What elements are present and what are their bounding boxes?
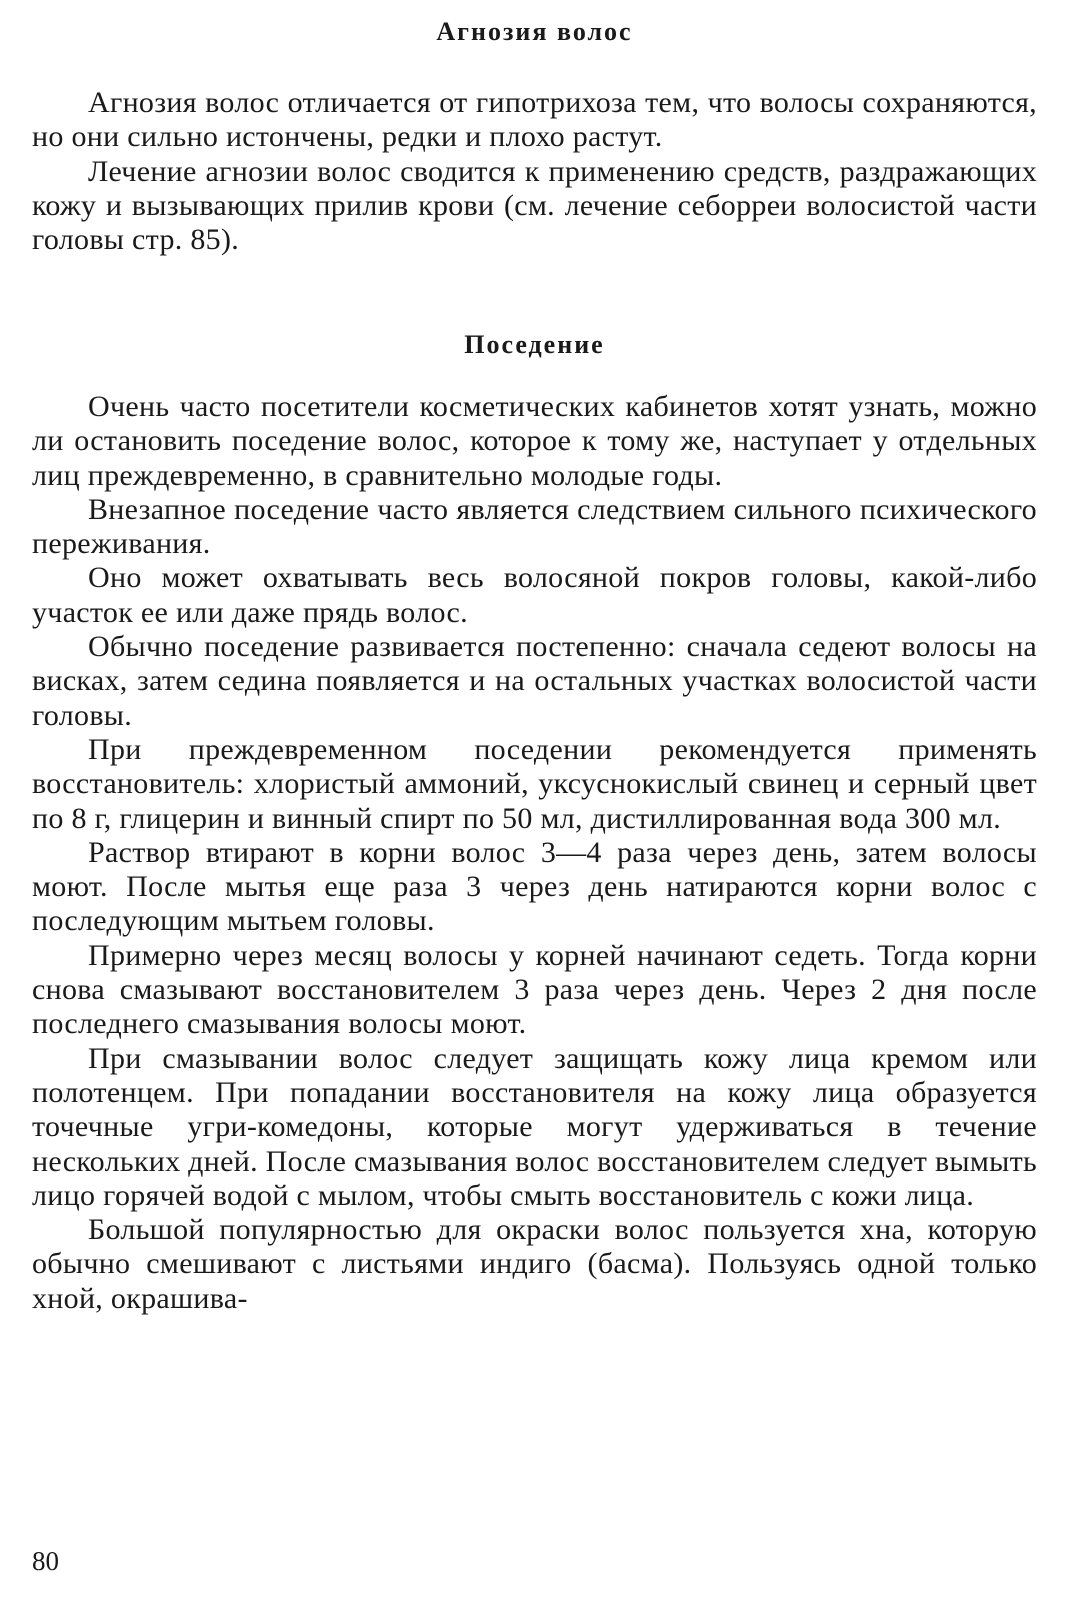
section-heading-graying: Поседение <box>464 330 605 359</box>
paragraph: Очень часто посетители косметических кабинетов хотят узнать, можно ли остановить поседение волос, которое к тому же, наступает у отдельных лиц преждевременно, в сравнительно молодые годы. <box>32 390 1037 492</box>
page-number: 80 <box>32 1546 59 1576</box>
paragraph: Оно может охватывать весь волосяной покров головы, какой-либо участок ее или даже прядь волос. <box>32 561 1037 629</box>
book-page <box>32 0 1037 1600</box>
paragraph: При смазывании волос следует защищать кожу лица кремом или полотенцем. При попадании восстановителя на кожу лица образуется точечные угри-комедоны, которые могут удерживаться в течение нескольких дней. После смазывания волос восстановителем следует вымыть лицо горячей водой с мылом, чтобы смыть восстановитель с кожи лица. <box>32 1041 1037 1212</box>
section-hair-agnosia <box>32 86 1037 257</box>
paragraph: Внезапное поседение часто является следствием сильного психического переживания. <box>32 492 1037 561</box>
paragraph: Лечение агнозии волос сводится к применению средств, раздражающих кожу и вызывающих прилив крови (см. лечение себорреи волосистой части головы стр. 85). <box>32 154 1037 257</box>
paragraph: Агнозия волос отличается от гипотрихоза тем, что волосы сохраняются, но они сильно истончены, редки и плохо растут. <box>32 86 1037 154</box>
paragraph: Большой популярностью для окраски волос пользуется хна, которую обычно смешивают с листьями индиго (басма). Пользуясь одной только хной, окрашива- <box>32 1213 1037 1315</box>
paragraph: При преждевременном поседении рекомендуется применять восстановитель: хлористый аммоний, уксуснокислый свинец и серный цвет по 8 г, глицерин и винный спирт по 50 мл, дистиллированная вода 300 мл. <box>32 732 1037 835</box>
section-heading-hair-agnosia: Агнозия волос <box>436 17 633 46</box>
paragraph: Примерно через месяц волосы у корней начинают седеть. Тогда корни снова смазывают восстановителем 3 раза через день. Через 2 дня после последнего смазывания волосы моют. <box>32 938 1037 1041</box>
paragraph: Обычно поседение развивается постепенно: сначала седеют волосы на висках, затем седина появляется и на остальных участках волосистой части головы. <box>32 630 1037 732</box>
paragraph: Раствор втирают в корни волос 3—4 раза через день, затем волосы моют. После мытья еще раза 3 через день натираются корни волос с последующим мытьем головы. <box>32 835 1037 938</box>
section-graying <box>32 390 1037 1316</box>
